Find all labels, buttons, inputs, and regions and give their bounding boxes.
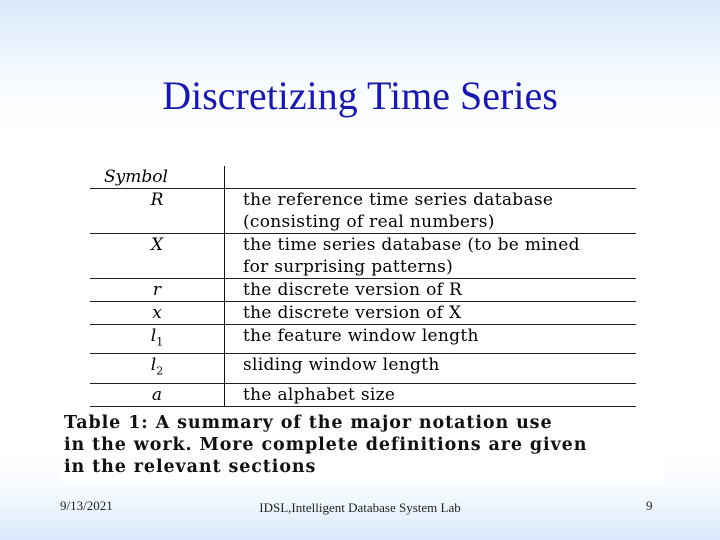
symbol-cell: X — [90, 234, 225, 279]
notation-table — [90, 166, 636, 407]
notation-table-image — [62, 160, 664, 482]
table-caption: Table 1: A summary of the major notation use in the work. More complete definitions are given in the relevant sections — [64, 413, 588, 477]
symbol-cell: a — [90, 383, 225, 406]
symbol-cell: r — [90, 279, 225, 302]
table-row — [90, 279, 636, 302]
slide-title: Discretizing Time Series — [162, 73, 558, 118]
definition-cell: sliding window length — [225, 354, 637, 383]
table-row — [90, 302, 636, 325]
definition-cell: the discrete version of R — [225, 279, 637, 302]
slide-number: 9 — [646, 498, 653, 513]
footer-date: 9/13/2021 — [60, 498, 113, 513]
symbol-cell: x — [90, 302, 225, 325]
symbol-cell: R — [90, 189, 225, 234]
table-row — [90, 325, 636, 354]
symbol-cell: $l_2$ — [90, 354, 225, 383]
table-row — [90, 383, 636, 406]
table-row — [90, 234, 636, 279]
definition-cell: the reference time series database (consisting of real numbers) — [225, 189, 637, 234]
symbol-cell: $l_1$ — [90, 325, 225, 354]
table-row — [90, 354, 636, 383]
definition-cell: the feature window length — [225, 325, 637, 354]
definition-cell: the discrete version of X — [225, 302, 637, 325]
footer-organization: IDSL,Intelligent Database System Lab — [259, 500, 461, 515]
definition-cell: the alphabet size — [225, 383, 637, 406]
symbol-header: Symbol — [90, 166, 225, 189]
definition-cell: the time series database (to be mined for surprising patterns) — [225, 234, 637, 279]
table-row — [90, 189, 636, 234]
